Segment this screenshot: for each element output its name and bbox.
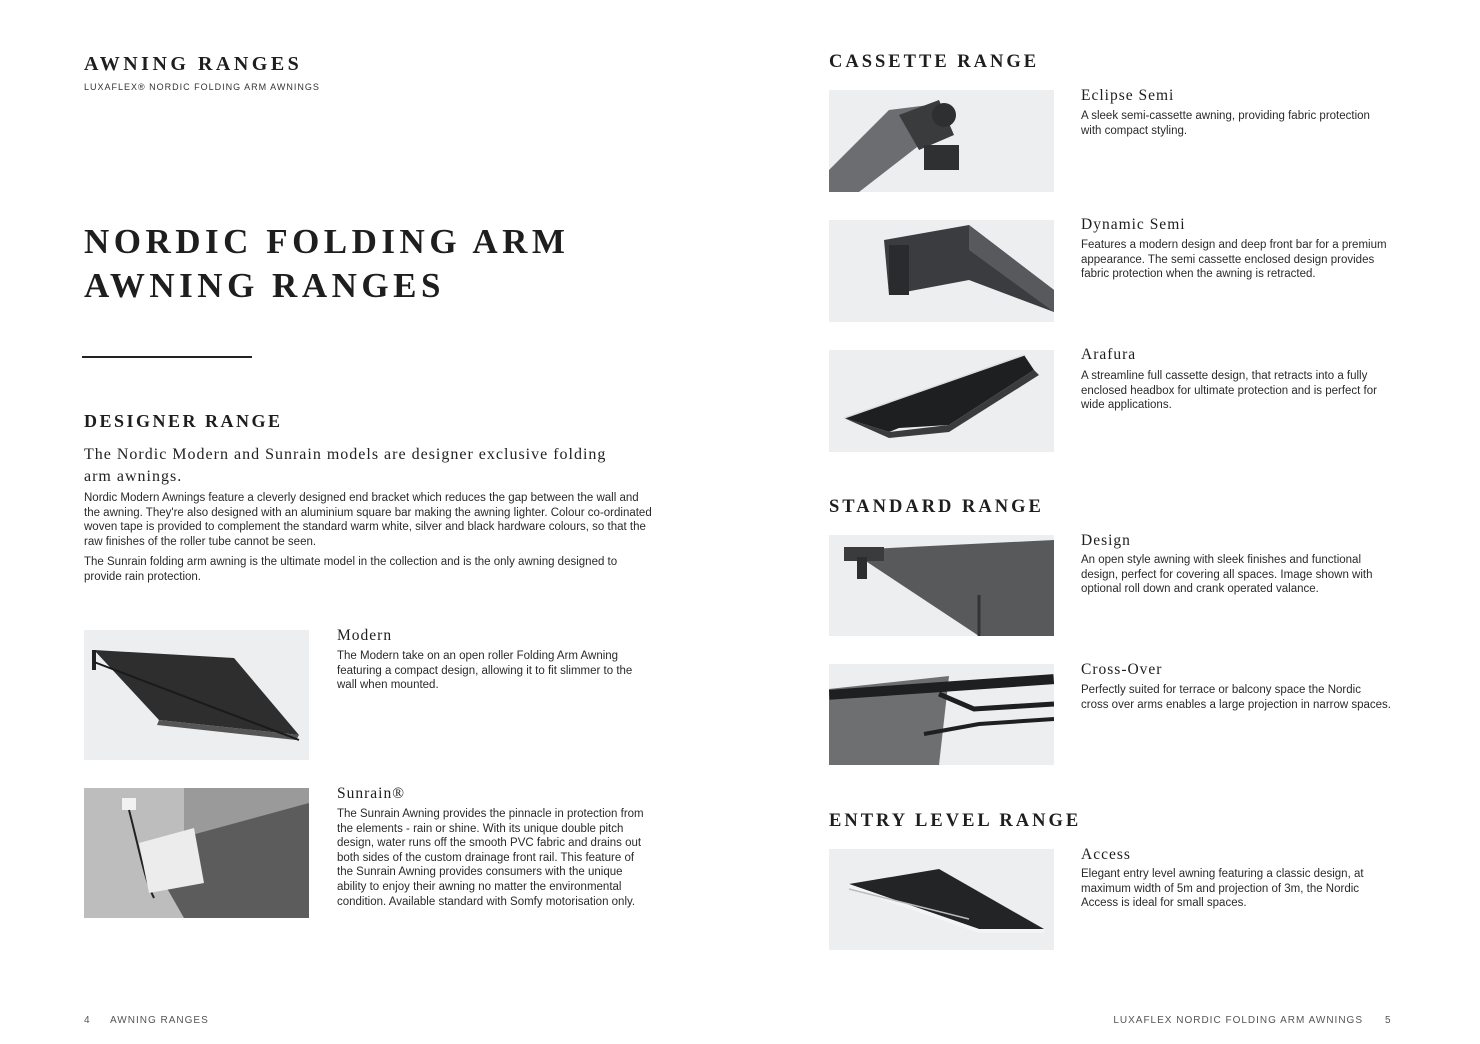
access-image [829,849,1054,950]
modern-title: Modern [337,627,393,644]
main-title-line2: AWNING RANGES [84,266,445,305]
eclipse-semi-image [829,90,1054,192]
left-footer-label: AWNING RANGES [110,1015,209,1026]
main-title-line1: NORDIC FOLDING ARM [84,222,570,261]
left-page-number: 4 [84,1015,91,1026]
designer-paragraph-2: The Sunrain folding arm awning is the ultimate model in the collection and is the only awning designed to provide rain protection. [84,556,618,583]
eclipse-semi-description: A sleek semi-cassette awning, providing fabric protection with compact styling. [1081,110,1370,137]
right-footer-label: LUXAFLEX NORDIC FOLDING ARM AWNINGS [1113,1015,1363,1026]
entry-level-range-heading: ENTRY LEVEL RANGE [829,811,1082,831]
eclipse-semi-title: Eclipse Semi [1081,87,1175,104]
dynamic-semi-image [829,220,1054,322]
modern-description: The Modern take on an open roller Folding Arm Awning featuring a compact design, allowing it to fit slimmer to the wall when mounted. [337,650,633,692]
standard-range-heading: STANDARD RANGE [829,497,1044,517]
sunrain-awning-image [84,788,309,918]
arafura-image [829,350,1054,452]
sunrain-title: Sunrain® [337,785,405,802]
left-header-title: AWNING RANGES [84,53,303,75]
cross-over-image [829,664,1054,765]
designer-paragraph-1: Nordic Modern Awnings feature a cleverly designed end bracket which reduces the gap between the wall and the awning. They're also designed with an aluminium square bar making the awning lighter. Colour co-ordinated woven tape is provided to complement the standard warm white, silver and black hardware colours, so that the raw finishes of the roller tube cannot be seen. [84,492,652,548]
design-title: Design [1081,532,1131,549]
right-page-number: 5 [1385,1015,1392,1026]
title-divider [82,356,252,358]
access-description: Elegant entry level awning featuring a classic design, at maximum width of 5m and projection of 3m, the Nordic Access is ideal for small spaces. [1081,868,1364,910]
designer-range-heading: DESIGNER RANGE [84,411,283,431]
cross-over-title: Cross-Over [1081,661,1163,678]
dynamic-semi-title: Dynamic Semi [1081,216,1186,233]
cross-over-description: Perfectly suited for terrace or balcony space the Nordic cross over arms enables a large projection in narrow spaces. [1081,684,1392,711]
arafura-title: Arafura [1081,346,1137,363]
design-description: An open style awning with sleek finishes and functional design, perfect for covering all spaces. Image shown with optional roll down and crank operated valance. [1081,554,1373,596]
design-image [829,535,1054,636]
cassette-range-heading: CASSETTE RANGE [829,52,1040,72]
dynamic-semi-description: Features a modern design and deep front bar for a premium appearance. The semi cassette enclosed design provides fabric protection when the awning is retracted. [1081,239,1387,281]
modern-awning-image [84,630,309,760]
designer-lead: The Nordic Modern and Sunrain models are designer exclusive folding arm awnings. [84,446,607,485]
left-header-subtitle: LUXAFLEX® NORDIC FOLDING ARM AWNINGS [84,82,320,92]
sunrain-description: The Sunrain Awning provides the pinnacle in protection from the elements - rain or shine. With its unique double pitch design, water runs off the smooth PVC fabric and drains out both sides of the custom drainage front rail. This feature of the Sunrain Awning provides consumers with the unique ability to enjoy their awning no matter the environmental condition. Available standard with Somfy motorisation only. [337,808,644,908]
arafura-description: A streamline full cassette design, that retracts into a fully enclosed headbox for ultimate protection and is perfect for wide applications. [1081,370,1377,412]
access-title: Access [1081,846,1131,863]
